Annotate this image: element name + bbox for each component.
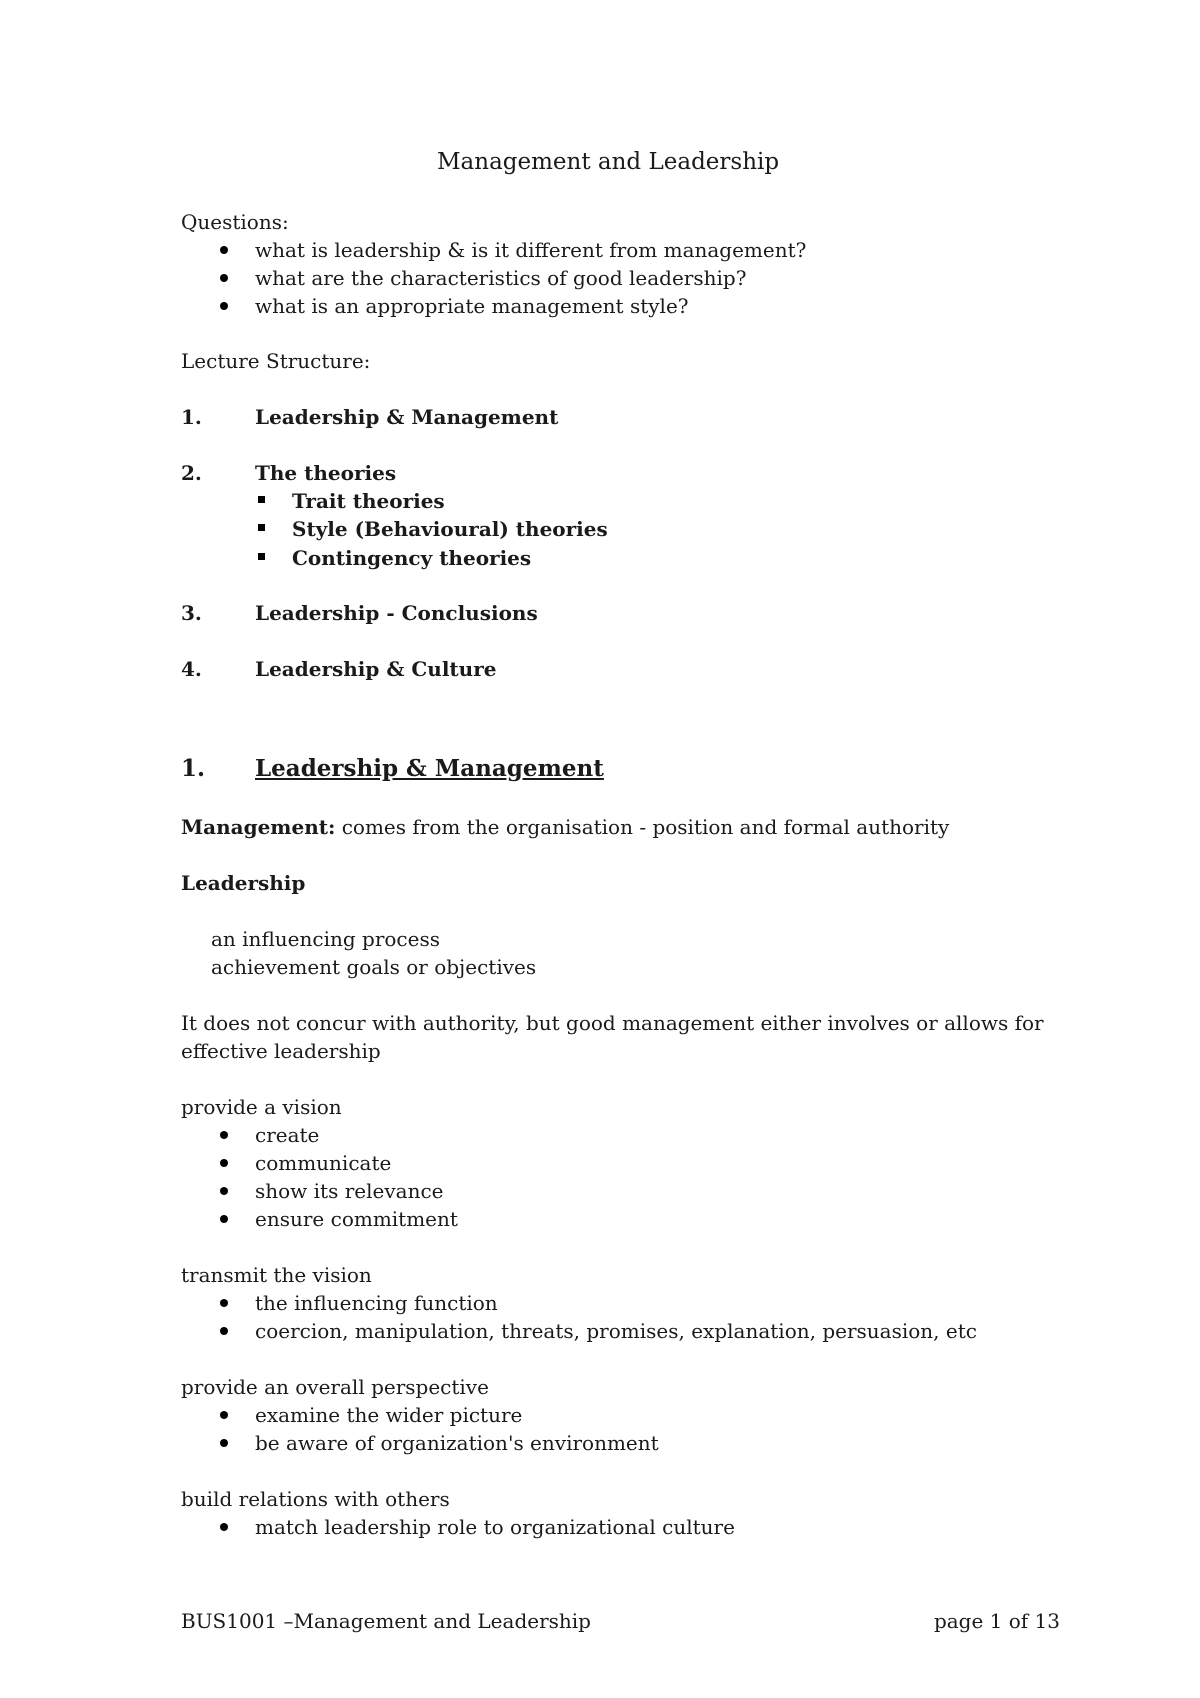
list-item: be aware of organization's environment (255, 1431, 659, 1455)
structure-number: 1. (181, 405, 202, 429)
group-heading: provide an overall perspective (181, 1375, 489, 1399)
bullet-icon (220, 1159, 228, 1167)
bullet-icon (220, 1215, 228, 1223)
group-heading: provide a vision (181, 1095, 342, 1119)
management-label: Management: (181, 815, 336, 839)
leadership-point: an influencing process (211, 927, 440, 951)
list-item: show its relevance (255, 1179, 444, 1203)
bullet-icon (220, 1131, 228, 1139)
square-bullet-icon (258, 496, 265, 503)
list-item: match leadership role to organizational culture (255, 1515, 735, 1539)
bullet-icon (220, 1523, 228, 1531)
group-heading: transmit the vision (181, 1263, 372, 1287)
bullet-icon (220, 274, 228, 282)
list-item: the influencing function (255, 1291, 498, 1315)
paragraph-line: effective leadership (181, 1039, 381, 1063)
leadership-point: achievement goals or objectives (211, 955, 537, 979)
list-item: create (255, 1123, 320, 1147)
bullet-icon (220, 246, 228, 254)
structure-item: The theories (255, 461, 397, 485)
structure-item: Leadership & Management (255, 405, 559, 429)
questions-label: Questions: (181, 210, 289, 234)
bullet-icon (220, 1411, 228, 1419)
footer-left: BUS1001 –Management and Leadership (181, 1609, 591, 1633)
bullet-icon (220, 302, 228, 310)
structure-subitem: Contingency theories (292, 546, 532, 570)
management-text: comes from the organisation - position and formal authority (341, 815, 950, 839)
question-item: what is an appropriate management style? (255, 294, 689, 318)
structure-subitem: Trait theories (292, 489, 445, 513)
section-heading: Leadership & Management (255, 755, 604, 782)
structure-number: 2. (181, 461, 202, 485)
square-bullet-icon (258, 553, 265, 560)
structure-item: Leadership - Conclusions (255, 601, 538, 625)
section-number: 1. (181, 755, 206, 782)
list-item: coercion, manipulation, threats, promises, explanation, persuasion, etc (255, 1319, 977, 1343)
structure-number: 3. (181, 601, 202, 625)
structure-number: 4. (181, 657, 202, 681)
paragraph-line: It does not concur with authority, but good management either involves or allows for (181, 1011, 1044, 1035)
list-item: ensure commitment (255, 1207, 458, 1231)
structure-item: Leadership & Culture (255, 657, 497, 681)
square-bullet-icon (258, 524, 265, 531)
question-item: what are the characteristics of good leadership? (255, 266, 747, 290)
management-definition (181, 813, 949, 841)
bullet-icon (220, 1299, 228, 1307)
bullet-icon (220, 1439, 228, 1447)
bullet-icon (220, 1187, 228, 1195)
structure-subitem: Style (Behavioural) theories (292, 517, 608, 541)
document-title: Management and Leadership (437, 149, 780, 175)
list-item: examine the wider picture (255, 1403, 523, 1427)
group-heading: build relations with others (181, 1487, 450, 1511)
leadership-label: Leadership (181, 871, 306, 895)
footer-page-number: page 1 of 13 (933, 1609, 1060, 1633)
lecture-structure-label: Lecture Structure: (181, 349, 371, 373)
bullet-icon (220, 1327, 228, 1335)
list-item: communicate (255, 1151, 392, 1175)
question-item: what is leadership & is it different from management? (255, 238, 807, 262)
